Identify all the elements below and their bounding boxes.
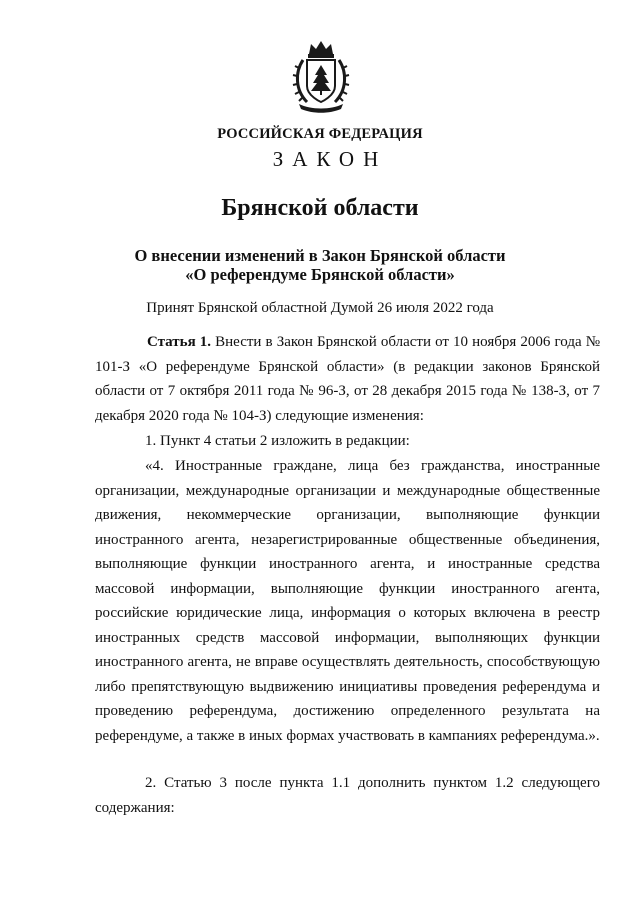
document-type-heading: ЗАКОН	[272, 147, 388, 171]
item-2-paragraph: 2. Статью 3 после пункта 1.1 дополнить пунктом 1.2 следующего содержания:	[95, 775, 600, 816]
law-title	[0, 246, 640, 284]
item-1-paragraph: 1. Пункт 4 статьи 2 изложить в редакции:	[145, 433, 410, 449]
law-title-line-1: О внесении изменений в Закон Брянской области	[134, 246, 506, 265]
quoted-amendment-paragraph: «4. Иностранные граждане, лица без гражданства, иностранные организации, международные организации и международные общественные движения, некоммерческие организации, выполняющие функции иностранного агента, незарегистрированные общественные объединения, выполняющие функции иностранного агента, и иностранные средства массовой информации, выполняющие функции иностранного агента, российские юридические лица, информация о которых включена в реестр иностранных средств массовой информации, выполняющих функции иностранного агента, не вправе осуществлять деятельность, способствующую либо препятствующую выдвижению инициативы проведения референдума и проведению референдума, достижению определенного результата на референдуме, а также в иных формах участвовать в кампаниях референдума.».	[95, 458, 600, 744]
article-1-label: Статья 1.	[147, 334, 212, 350]
article-1-text: Внести в Закон Брянской области от 10 ноября 2006 года № 101-З «О референдуме Брянской области» (в редакции законов Брянской области от 7 октября 2011 года № 96-З, от 28 декабря 2015 года № 138-З, от 7 декабря 2020 года № 104-З) следующие изменения:	[95, 334, 601, 424]
country-heading: РОССИЙСКАЯ ФЕДЕРАЦИЯ	[217, 126, 423, 142]
adoption-note: Принят Брянской областной Думой 26 июля 2022 года	[146, 300, 494, 316]
article-1-paragraph	[95, 330, 600, 428]
region-heading: Брянской области	[221, 195, 419, 221]
bryansk-coat-of-arms-icon	[289, 38, 353, 114]
law-title-line-2: «О референдуме Брянской области»	[185, 265, 455, 284]
